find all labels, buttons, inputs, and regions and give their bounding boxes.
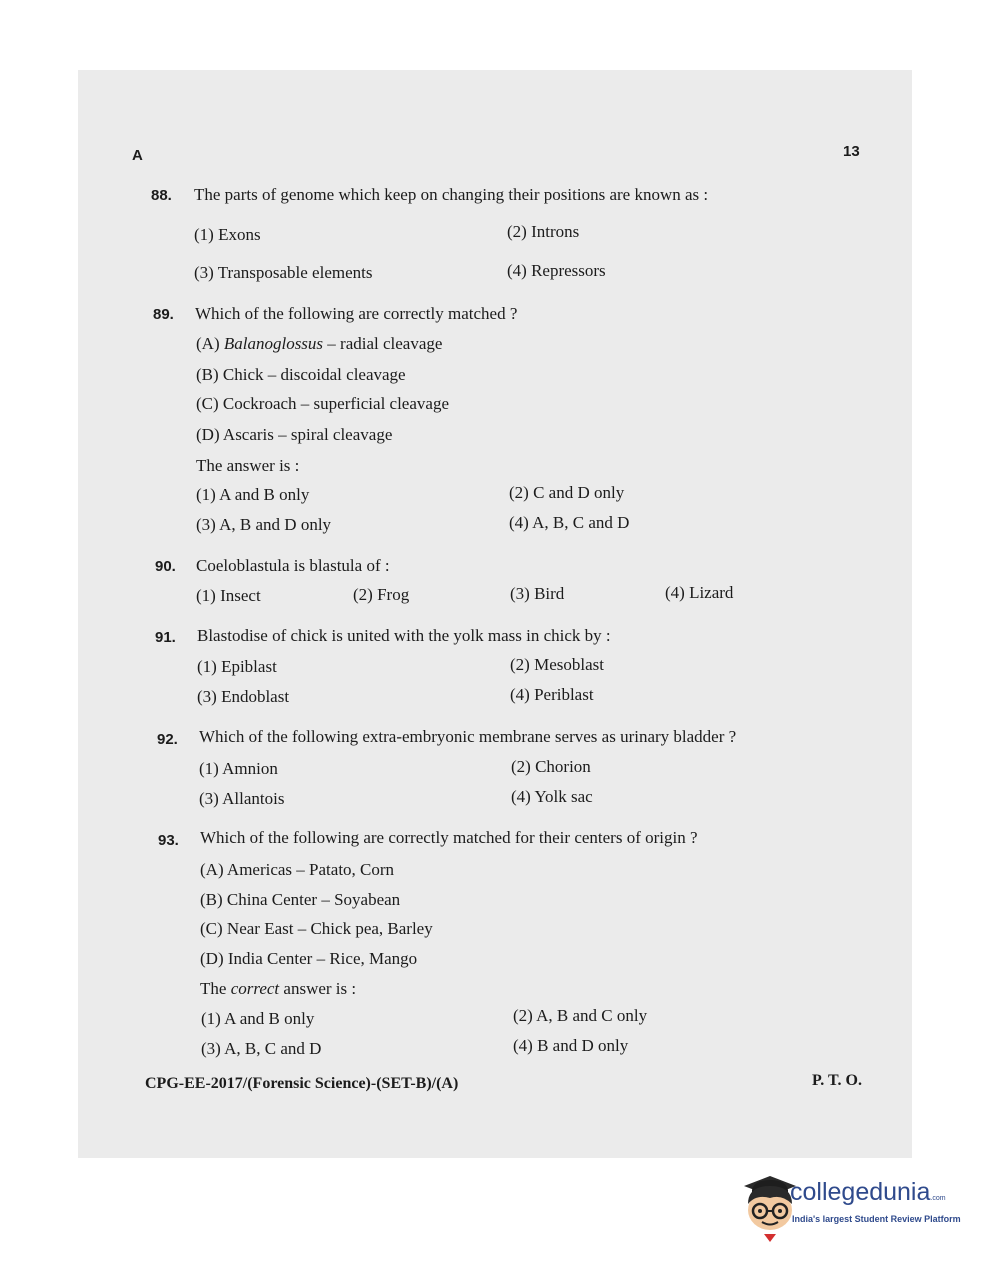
statement: (A) Balanoglossus – radial cleavage (196, 334, 443, 353)
option: (1) Exons (194, 225, 261, 244)
statement: (B) Chick – discoidal cleavage (196, 365, 406, 384)
option: (4) Repressors (507, 261, 606, 280)
exam-code: CPG-EE-2017/(Forensic Science)-(SET-B)/(A) (145, 1075, 459, 1092)
option: (3) Allantois (199, 789, 285, 808)
option: (2) Frog (353, 585, 410, 604)
logo-tagline: India's largest Student Review Platform (792, 1214, 961, 1224)
answer-prompt: The correct answer is : (200, 979, 357, 998)
statement: (D) Ascaris – spiral cleavage (196, 425, 393, 444)
question-number: 89. (153, 306, 174, 323)
option: (1) Amnion (199, 759, 278, 778)
option: (2) Introns (507, 222, 580, 241)
option: (2) Chorion (511, 757, 591, 776)
question-number: 91. (155, 629, 176, 646)
option: (4) B and D only (513, 1036, 629, 1055)
section-label: A (132, 147, 143, 164)
option: (3) A, B and D only (196, 515, 332, 534)
option: (1) A and B only (201, 1009, 315, 1028)
option: (4) Lizard (665, 583, 734, 602)
question-text: Which of the following are correctly matched ? (195, 304, 518, 323)
question-number: 93. (158, 832, 179, 849)
option: (4) Periblast (510, 685, 594, 704)
pto-label: P. T. O. (812, 1072, 862, 1089)
question-text: Which of the following are correctly matched for their centers of origin ? (200, 828, 698, 847)
option: (3) Endoblast (197, 687, 290, 706)
statement: (A) Americas – Patato, Corn (200, 860, 395, 879)
option: (2) A, B and C only (513, 1006, 648, 1025)
page-number: 13 (843, 143, 860, 160)
statement: (C) Cockroach – superficial cleavage (196, 394, 449, 413)
question-text: The parts of genome which keep on changing their positions are known as : (194, 185, 709, 204)
statement: (B) China Center – Soyabean (200, 890, 401, 909)
question-number: 90. (155, 558, 176, 575)
question-number: 88. (151, 187, 172, 204)
option: (2) C and D only (509, 483, 625, 502)
answer-prompt: The answer is : (196, 456, 300, 475)
option: (3) A, B, C and D (201, 1039, 322, 1058)
option: (1) Epiblast (197, 657, 277, 676)
question-text: Which of the following extra-embryonic membrane serves as urinary bladder ? (199, 727, 737, 746)
option: (2) Mesoblast (510, 655, 604, 674)
statement: (C) Near East – Chick pea, Barley (200, 919, 433, 938)
collegedunia-logo: collegedunia.com (790, 1178, 946, 1206)
option: (3) Bird (510, 584, 565, 603)
option: (3) Transposable elements (194, 263, 373, 282)
option: (4) Yolk sac (511, 787, 593, 806)
statement: (D) India Center – Rice, Mango (200, 949, 418, 968)
question-text: Blastodise of chick is united with the yolk mass in chick by : (197, 626, 611, 645)
option: (1) A and B only (196, 485, 310, 504)
option: (4) A, B, C and D (509, 513, 630, 532)
question-text: Coeloblastula is blastula of : (196, 556, 390, 575)
option: (1) Insect (196, 586, 261, 605)
question-number: 92. (157, 731, 178, 748)
